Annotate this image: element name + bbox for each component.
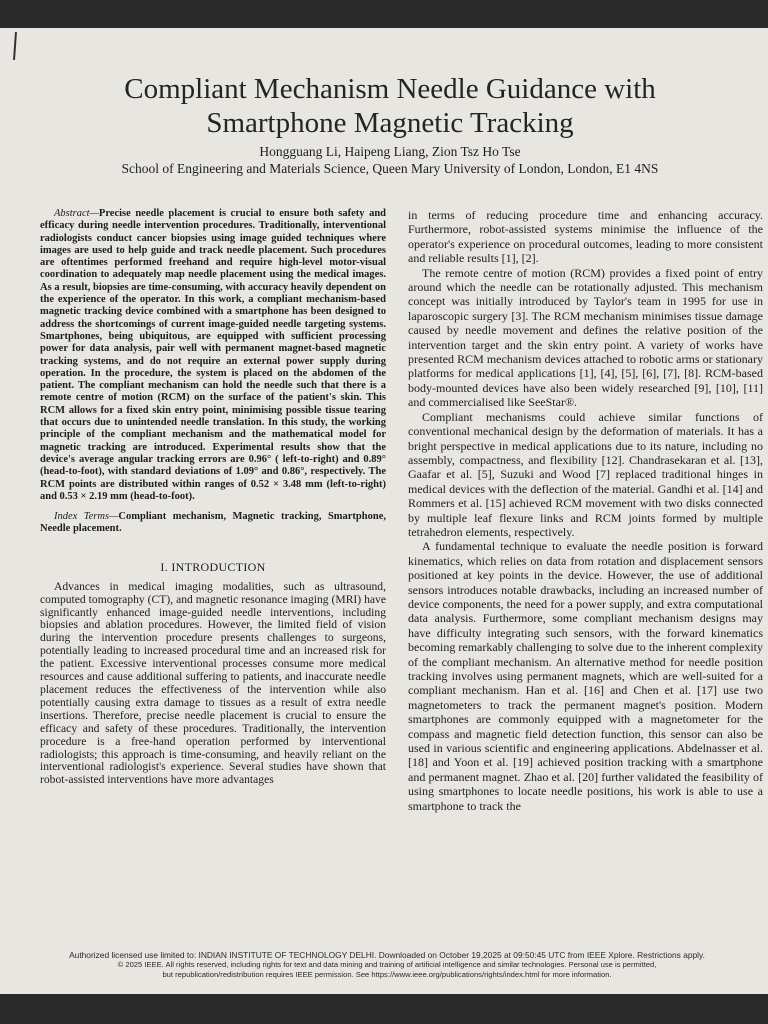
footer-line-3: but republication/redistribution requires IEEE permission. See https://www.ieee.org/publications/rights/index.html for more information. [162, 970, 612, 979]
author-list: Hongguang Li, Haipeng Liang, Zion Tsz Ho Tse [259, 144, 521, 159]
right-column [408, 208, 763, 968]
affiliation: School of Engineering and Materials Science, Queen Mary University of London, London, E1 4NS [121, 161, 659, 176]
footer-line-1: Authorized licensed use limited to: INDIAN INSTITUTE OF TECHNOLOGY DELHI. Downloaded on October 19,2025 at 09:50:45 UTC from IEEE Xplore. Restrictions apply. [69, 950, 705, 960]
right-paragraph-3: A fundamental technique to evaluate the needle position is forward kinematics, which relies on data from rotation and displacement sensors positioned at key points in the device. However, the use of additional sensors introduces notable drawbacks, including an increased number of device components, the need for a power supply, and extra computational data analysis. Furthermore, some compliant mechanism designs may have difficulty integrating such sensors, with the forward kinematics becoming remarkably challenging to solve due to the inherent complexity of the compliant mechanism. An alternative method for needle position tracking involves using permanent magnets, which are well-suited for a compliant mechanism. Han et al. [16] and Chen et al. [17] use two magnetometers to track the permanent magnet's position. Modern smartphones are commonly equipped with a magnetometer for the compass and magnetic field detection function, this sensor can also be used in various scientific and engineering applications. Abdelnasser et al. [18] and Yoon et al. [19] achieved position tracking with a smartphone and permanent magnet. Zhao et al. [20] further validated the feasibility of using smartphones to locate needle positions, his work is able to use a smartphone to track the [408, 539, 763, 813]
right-paragraph-0: in terms of reducing procedure time and enhancing accuracy. Furthermore, robot-assisted systems minimise the influence of the operator's experience on procedural outcomes, leading to more consistent and reliable results [1], [2]. [408, 208, 763, 266]
margin-pen-mark [13, 32, 17, 60]
footer-line-2: © 2025 IEEE. All rights reserved, including rights for text and data mining and training of artificial intelligence and similar technologies. Personal use is permitted, [117, 960, 657, 969]
index-terms-lead: Index Terms— [54, 511, 119, 523]
left-column [40, 208, 386, 948]
section-heading-introduction: I. INTRODUCTION [160, 559, 266, 574]
abstract-lead: Abstract— [54, 208, 99, 219]
index-terms-text: Compliant mechanism, Magnetic tracking, Smartphone, Needle placement. [40, 511, 386, 535]
abstract-text: Precise needle placement is crucial to ensure both safety and efficacy during needle intervention procedures. Traditionally, interventional radiologists conduct cancer biopsies using image guided techniques where images are used to help guide and track needle placement. Such procedures are oftentimes performed freehand and require high-level motor-visual coordination to adequately map needle placement using the medical images. As a result, biopsies are time-consuming, with accuracy heavily dependent on the experience of the operator. In this work, a compliant mechanism-based magnetic tracking device combined with a smartphone has been designed to address the shortcomings of current image-guided needle targeting systems. Smartphones, being ubiquitous, are equipped with sufficient processing power for data analysis, pair well with permanent magnet-based magnetic tracking systems, and do not require an external power supply during operation. In the procedure, the system is placed on the abdomen of the patient. The compliant mechanism can hold the needle such that there is a remote centre of motion (RCM) on the surface of the patient's skin. This RCM allows for a fixed skin entry point, minimising possible tissue tearing that occurs due to unintended needle translation. In this study, the working principle of the compliant mechanism and the mathematical model for magnetic tracking are introduced. Experimental results show that the device's average angular tracking errors are 0.96° ( left-to-right) and 0.89° (head-to-foot), with standard deviations of 1.09° and 0.86°, respectively. The RCM points are distributed within ranges of 0.52 × 3.48 mm (left-to-right) and 0.53 × 2.19 mm (head-to-foot). [40, 208, 386, 502]
license-footer [30, 950, 744, 980]
abstract [40, 208, 386, 503]
right-paragraph-1: The remote centre of motion (RCM) provides a fixed point of entry around which the needle can be rotationally adjusted. This mechanism concept was initially introduced by Taylor's team in 1995 for use in laparoscopic surgery [3]. The RCM mechanism minimises tissue damage caused by needle movement and defines the relative position of the intervention target and the skin entry point. A variety of works have presented RCM mechanism devices attached to robotic arms or stationary platforms for medical applications [1], [4], [5], [6], [7], [8]. RCM-based body-mounted devices have also been widely researched [9], [10], [11] and commercialised like SeeStar®. [408, 265, 763, 410]
paper-title: Compliant Mechanism Needle Guidance with Smartphone Magnetic Tracking [124, 73, 656, 139]
index-terms [40, 511, 386, 536]
right-paragraph-2: Compliant mechanisms could achieve similar functions of conventional mechanical design by the deformation of materials. It has a bright perspective in medical applications due to its nature, including no assembly, compactness, and flexibility [12]. Chandrasekaran et al. [13], Gaafar et al. [5], Suzuki and Wood [7] replaced traditional hinges in medical devices with the deflection of the material. Gandhi et al. [14] and Rommers et al. [15] achieved RCM movement with two disks connected by multiple leaf flexure links and RCM joints formed by multiple tetrahedron elements, respectively. [408, 409, 763, 539]
paper-page [0, 28, 768, 994]
intro-paragraph-1: Advances in medical imaging modalities, such as ultrasound, computed tomography (CT), and magnetic resonance imaging (MRI) have significantly enhanced image-guided needle interventions, including biopsies and ablation procedures. However, the limited field of vision during the intervention procedure presents challenges to surgeons, potentially leading to increased procedural time and an increased risk for the patient. Excessive interventional processes consume more medical resources and cause additional suffering to patients, and inaccurate needle placement reduces the effectiveness of the intervention while also potentially causing extra damage to tissues as a result of extra needle insertions. Therefore, precise needle placement is crucial to ensure the efficacy and safety of these procedures. Traditionally, the intervention procedure is a free-hand operation performed by interventional radiologists; this approach is time-consuming, and heavily reliant on the interventional radiologist's experience. Several studies have shown that robot-assisted interventions have more advantages [40, 579, 386, 787]
